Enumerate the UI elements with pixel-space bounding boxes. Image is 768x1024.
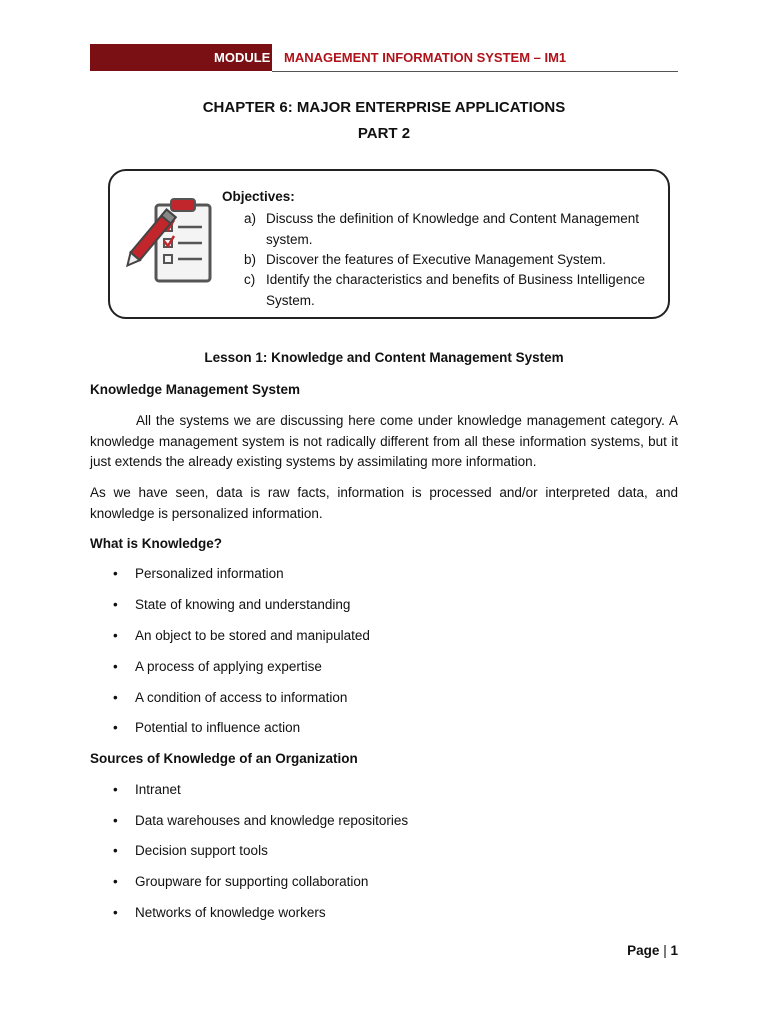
checklist-clipboard-icon: [126, 191, 222, 287]
objective-letter: c): [244, 272, 256, 287]
chapter-subtitle: PART 2: [357, 125, 411, 142]
page-number: 1: [670, 943, 678, 958]
bullet-icon: •: [113, 690, 118, 705]
objective-letter: a): [244, 211, 257, 226]
module-header: [90, 44, 678, 71]
bullet-icon: •: [113, 720, 118, 735]
objective-text: Discover the features of Executive Management System.: [266, 252, 606, 267]
bullet-icon: •: [113, 813, 118, 828]
lesson-title: Lesson 1: Knowledge and Content Management System: [204, 350, 564, 365]
bullet-icon: •: [113, 659, 118, 674]
bullet-icon: •: [113, 628, 118, 643]
paragraph: All the systems we are discussing here come under knowledge management category. A knowledge management system is not radically different from all these information systems, but it just extends the already existing systems by assimilating more information.: [90, 413, 678, 469]
section-heading-what-is-knowledge: What is Knowledge?: [90, 536, 223, 551]
bullet-icon: •: [113, 874, 118, 889]
bullet-icon: •: [113, 782, 118, 797]
objective-letter: b): [244, 252, 257, 267]
page-separator: |: [663, 943, 667, 958]
chapter-title: CHAPTER 6: MAJOR ENTERPRISE APPLICATIONS: [202, 99, 566, 116]
bullet-icon: •: [113, 843, 118, 858]
module-label: MODULE: [214, 50, 271, 65]
section-heading-sources: Sources of Knowledge of an Organization: [90, 751, 358, 766]
page-label: Page: [627, 943, 660, 958]
page-footer: [627, 943, 678, 958]
header-rule: [272, 71, 678, 72]
objectives-title: Objectives:: [222, 189, 295, 204]
paragraph: As we have seen, data is raw facts, information is processed and/or interpreted data, and knowledge is personalized information.: [90, 485, 678, 521]
bullet-icon: •: [113, 566, 118, 581]
bullet-icon: •: [113, 597, 118, 612]
objective-text: Discuss the definition of Knowledge and Content Management system.: [266, 211, 639, 247]
section-heading-kms: Knowledge Management System: [90, 382, 301, 397]
objective-text: Identify the characteristics and benefits of Business Intelligence System.: [266, 272, 645, 308]
bullet-icon: •: [113, 905, 118, 920]
module-title: MANAGEMENT INFORMATION SYSTEM – IM1: [284, 50, 567, 65]
